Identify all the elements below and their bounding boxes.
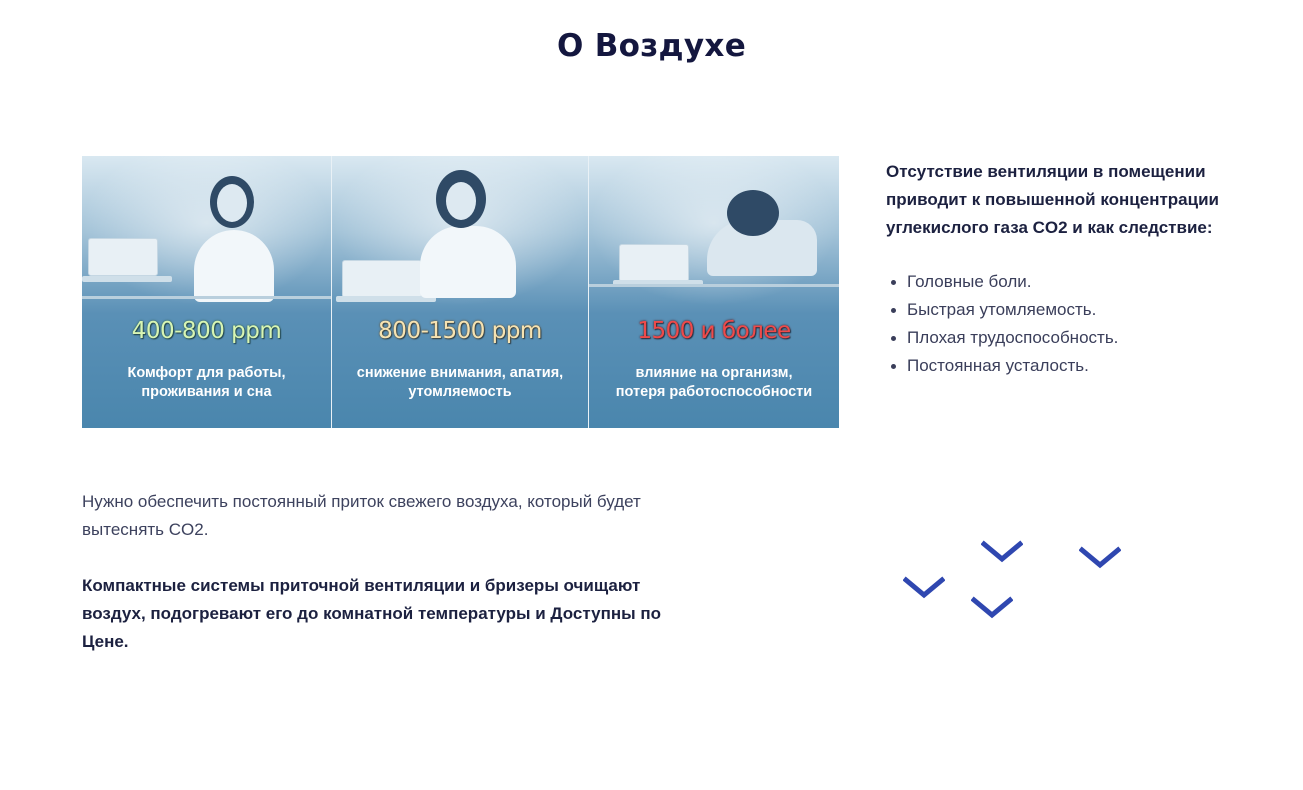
ppm-label-medium: 800-1500 ppm bbox=[378, 318, 542, 344]
caption-low-line1: Комфорт для работы, bbox=[127, 365, 286, 381]
banner-photo-tired-woman bbox=[332, 156, 588, 306]
banner-panel-fatigue bbox=[332, 156, 588, 428]
list-item: Быстрая утомляемость. bbox=[890, 296, 1118, 324]
chevron-down-icon bbox=[903, 576, 945, 600]
caption-medium-line2: утомляемость bbox=[408, 384, 512, 400]
caption-high-line1: влияние на организм, bbox=[635, 365, 793, 381]
ventilation-intro-text: Отсутствие вентиляции в помещении приводит к повышенной концентрации углекислого газа CO2 и как следствие: bbox=[886, 162, 1219, 237]
caption-low bbox=[82, 364, 331, 402]
banner-photo-sleeping-person bbox=[589, 156, 839, 306]
banner-panel-comfort bbox=[82, 156, 331, 428]
chevron-down-icon bbox=[981, 540, 1023, 564]
list-item: Постоянная усталость. bbox=[890, 352, 1118, 380]
caption-medium bbox=[332, 364, 588, 402]
chevron-down-icon bbox=[971, 596, 1013, 620]
ventilation-systems-paragraph: Компактные системы приточной вентиляции и бризеры очищают воздух, подогревают его до комнатной температуры и Доступны по Цене. bbox=[82, 576, 661, 651]
caption-high-line2: потеря работоспособности bbox=[615, 384, 813, 400]
ppm-label-low: 400-800 ppm bbox=[131, 318, 282, 344]
caption-high bbox=[589, 364, 839, 402]
banner-panel-high bbox=[589, 156, 839, 428]
chevron-down-icon bbox=[1079, 546, 1121, 570]
fresh-air-paragraph: Нужно обеспечить постоянный приток свежего воздуха, который будет вытеснять CO2. bbox=[82, 492, 641, 539]
co2-levels-banner bbox=[82, 156, 839, 428]
ppm-label-high: 1500 и более bbox=[637, 318, 791, 344]
list-item: Головные боли. bbox=[890, 268, 1118, 296]
list-item: Плохая трудоспособность. bbox=[890, 324, 1118, 352]
banner-photo-happy-woman bbox=[82, 156, 331, 306]
symptoms-list bbox=[890, 268, 1118, 380]
caption-low-line2: проживания и сна bbox=[141, 384, 272, 400]
caption-medium-line1: снижение внимания, апатия, bbox=[356, 365, 564, 381]
page-title: О Воздухе bbox=[556, 28, 747, 64]
